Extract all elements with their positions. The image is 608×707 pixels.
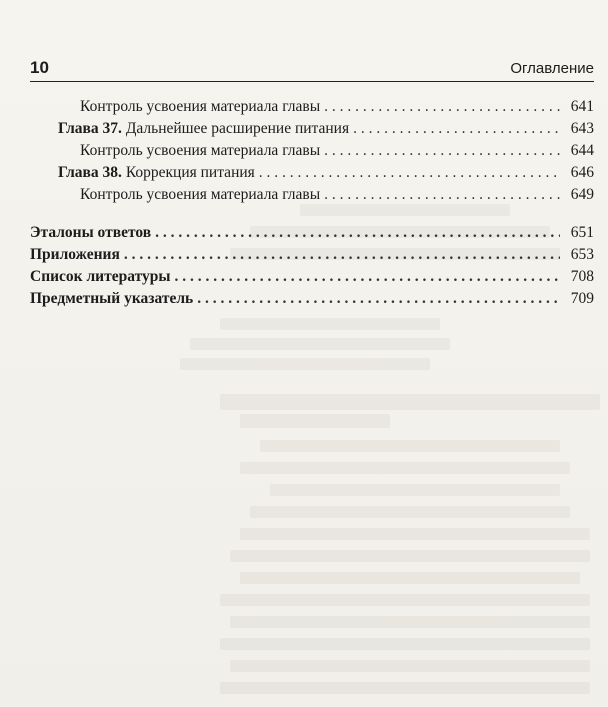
toc-entry [58,118,594,140]
toc-entry-page: 644 [570,142,594,159]
toc-entry-page: 643 [570,120,594,137]
toc-entry-title: Приложения [30,246,120,263]
toc-entry-page: 653 [570,246,594,263]
toc-entry-title: Контроль усвоения материала главы [80,142,321,159]
toc-entry-page: 651 [570,224,594,241]
dot-leader [324,140,560,162]
toc-entry-title: Предметный указатель [30,290,194,307]
toc-entry-page: 708 [570,268,594,285]
toc-entry [30,288,594,310]
header-rule [30,81,594,82]
toc-entry-page: 709 [570,290,594,307]
toc-entry [30,222,594,244]
toc-entry-title: Контроль усвоения материала главы [80,98,321,115]
dot-leader [174,266,560,288]
toc-entry-title: Эталоны ответов [30,224,152,241]
dot-leader [353,118,560,140]
dot-leader [124,244,560,266]
toc-entry [30,244,594,266]
toc-entry [80,184,594,206]
dot-leader [155,222,560,244]
dot-leader [197,288,560,310]
chapter-label: Глава 38. [58,164,122,181]
toc-entry-title: Глава 38. Коррекция питания [58,164,255,181]
toc-entry [80,96,594,118]
dot-leader [324,184,560,206]
toc-entry [58,162,594,184]
toc-entry-page: 641 [570,98,594,115]
toc-entry-page: 649 [570,186,594,203]
dot-leader [259,162,560,184]
toc-entry [80,140,594,162]
toc-entry-title: Глава 37. Дальнейшее расширение питания [58,120,350,137]
toc-entry-title: Список литературы [30,268,171,285]
dot-leader [324,96,560,118]
page-number: 10 [30,58,49,77]
running-title: Оглавление [510,60,594,77]
page-header [30,58,594,78]
toc-entry [30,266,594,288]
toc-entry-title: Контроль усвоения материала главы [80,186,321,203]
toc-entry-page: 646 [570,164,594,181]
chapter-label: Глава 37. [58,120,122,137]
